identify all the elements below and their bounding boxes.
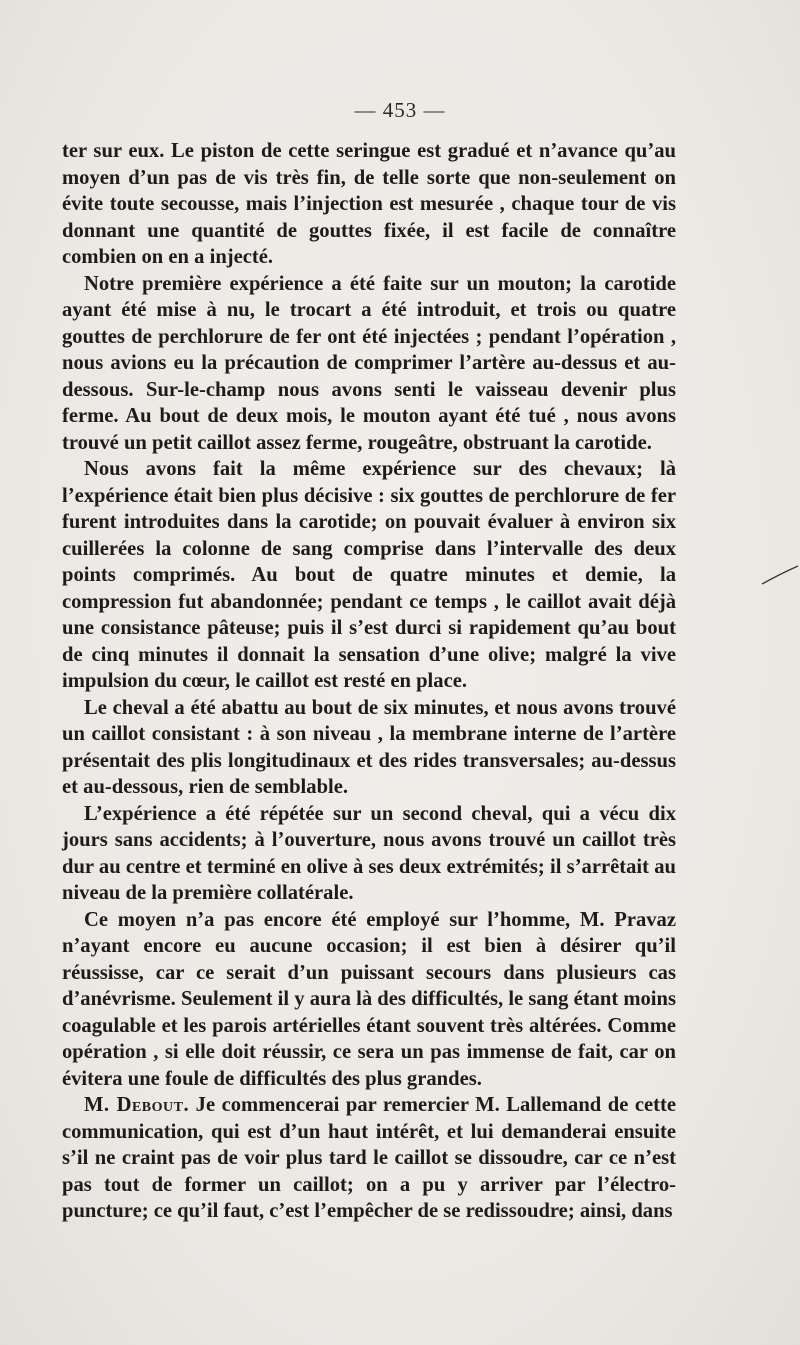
paragraph-debout-remark (62, 1092, 676, 1225)
margin-mark (760, 560, 800, 590)
paragraph-horse-experiment: Nous avons fait la même expérience sur des chevaux; là l’expérience était bien plus décisive : six gouttes de perchlorure de fer furent introduites dans la carotide; on pouvait évaluer à environ six cuillerées la colonne de sang comprise dans l’intervalle des deux points comprimés. Au bout de quatre minutes et demie, la compression fut abandonnée; pendant ce temps , le caillot avait déjà une consistance pâteuse; puis il s’est durci si rapidement qu’au bout de cinq minutes il donnait la sensation d’une olive; malgré la vive impulsion du cœur, le caillot est resté en place. (62, 458, 676, 692)
paragraph-human-use: Ce moyen n’a pas encore été employé sur l’homme, M. Pravaz n’ayant encore eu aucune occasion; il est bien à désirer qu’il réussisse, car ce serait d’un puissant secours dans plusieurs cas d’anévrisme. Seulement il y aura là des difficultés, le sang étant moins coagulable et les parois artérielles étant souvent très altérées. Comme opération , si elle doit réussir, ce sera un pas immense de fait, car on évitera une foule de difficultés des plus grandes. (62, 908, 676, 1090)
speaker-remark: Je commencerai par remercier M. Lallemand de cette communication, qui est d’un haut intérêt, et lui demanderai ensuite s’il ne craint pas de voir plus tard le caillot se dissoudre, car ce n’est pas tout de former un caillot; on a pu y arriver par l’électro-puncture; ce qu’il faut, c’est l’empêcher de se redissoudre; ainsi, dans (62, 1094, 676, 1222)
paragraph-continued: ter sur eux. Le piston de cette seringue est gradué et n’avance qu’au moyen d’un pas de vis très fin, de telle sorte que non-seulement on évite toute secousse, mais l’injection est mesurée , chaque tour de vis donnant une quantité de gouttes fixée, il est facile de connaître combien on en a injecté. (62, 140, 676, 268)
body-text (62, 138, 676, 1225)
paragraph-sheep-experiment: Notre première expérience a été faite sur un mouton; la carotide ayant été mise à nu, le trocart a été introduit, et trois ou quatre gouttes de perchlorure de fer ont été injectées ; pendant l’opération , nous avions eu la précaution de comprimer l’artère au-dessus et au-dessous. Sur-le-champ nous avons senti le vaisseau devenir plus ferme. Au bout de deux mois, le mouton ayant été tué , nous avons trouvé un petit caillot assez ferme, rougeâtre, obstruant la carotide. (62, 272, 676, 454)
paragraph-second-horse: L’expérience a été répétée sur un second cheval, qui a vécu dix jours sans accidents; à l’ouverture, nous avons trouvé un caillot très dur au centre et terminé en olive à ses deux extrémités; il s’arrêtait au niveau de la première collatérale. (62, 802, 676, 904)
speaker-name: M. Debout. (84, 1094, 190, 1116)
page-number: — 453 — (354, 98, 446, 122)
paragraph-horse-autopsy: Le cheval a été abattu au bout de six minutes, et nous avons trouvé un caillot consistant : à son niveau , la membrane interne de l’artère présentait des plis longitudinaux et des rides transversales; au-dessus et au-dessous, rien de semblable. (62, 696, 676, 798)
